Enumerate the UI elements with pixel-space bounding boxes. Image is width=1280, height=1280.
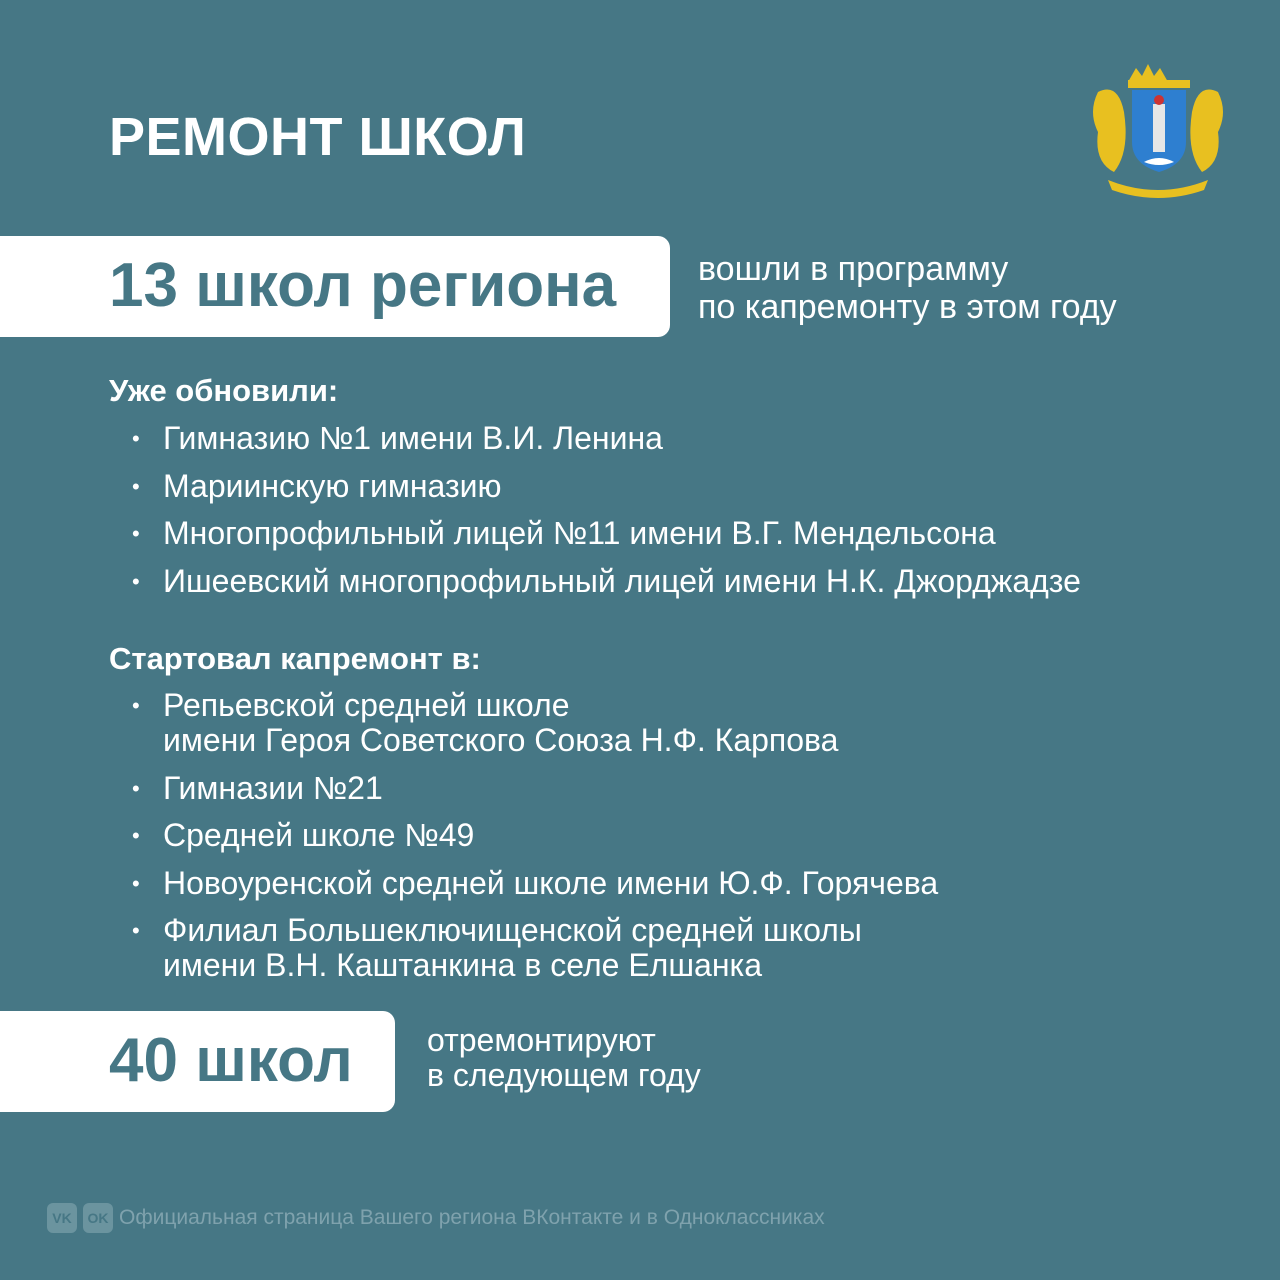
started-list — [130, 688, 938, 996]
stat-this-year-pill — [0, 236, 670, 337]
updated-list — [130, 421, 1081, 611]
footer — [47, 1203, 825, 1233]
list-item: • Ишеевский многопрофильный лицей имени Н.К. Джорджадзе — [132, 562, 1081, 599]
started-section-title: Стартовал капремонт в: — [109, 641, 481, 676]
stat-next-year-caption — [427, 1023, 701, 1093]
list-item: • Гимназии №21 — [132, 769, 383, 806]
coat-of-arms-icon — [1078, 52, 1238, 204]
caption-line: по капремонту в этом году — [698, 288, 1117, 326]
stat-next-year-pill — [0, 1011, 395, 1112]
stat-this-year-caption — [698, 250, 1117, 326]
list-item: • Филиал Большеключищенской средней школы имени В.Н. Каштанкина в селе Елшанка — [132, 912, 862, 983]
list-item: • Мариинскую гимназию — [132, 467, 502, 504]
list-item: • Гимназию №1 имени В.И. Ленина — [132, 420, 663, 456]
vk-icon[interactable]: VK — [47, 1203, 77, 1233]
list-item: • Репьевской средней школе имени Героя Советского Союза Н.Ф. Карпова — [132, 687, 839, 758]
caption-line: отремонтируют — [427, 1022, 656, 1058]
list-item: • Средней школе №49 — [132, 817, 475, 853]
list-item: • Многопрофильный лицей №11 имени В.Г. Мендельсона — [132, 515, 996, 551]
page-title: РЕМОНТ ШКОЛ — [109, 107, 527, 167]
stat-next-year-value: 40 школ — [109, 1026, 353, 1095]
caption-line: в следующем году — [427, 1057, 701, 1093]
ok-icon[interactable]: OK — [83, 1203, 113, 1233]
list-item: • Новоуренской средней школе имени Ю.Ф. Горячева — [132, 864, 939, 901]
stat-this-year-value: 13 школ региона — [109, 251, 617, 320]
caption-line: вошли в программу — [698, 250, 1009, 288]
updated-section-title: Уже обновили: — [109, 373, 339, 408]
footer-text: Официальная страница Вашего региона ВКонтакте и в Одноклассниках — [119, 1206, 825, 1229]
